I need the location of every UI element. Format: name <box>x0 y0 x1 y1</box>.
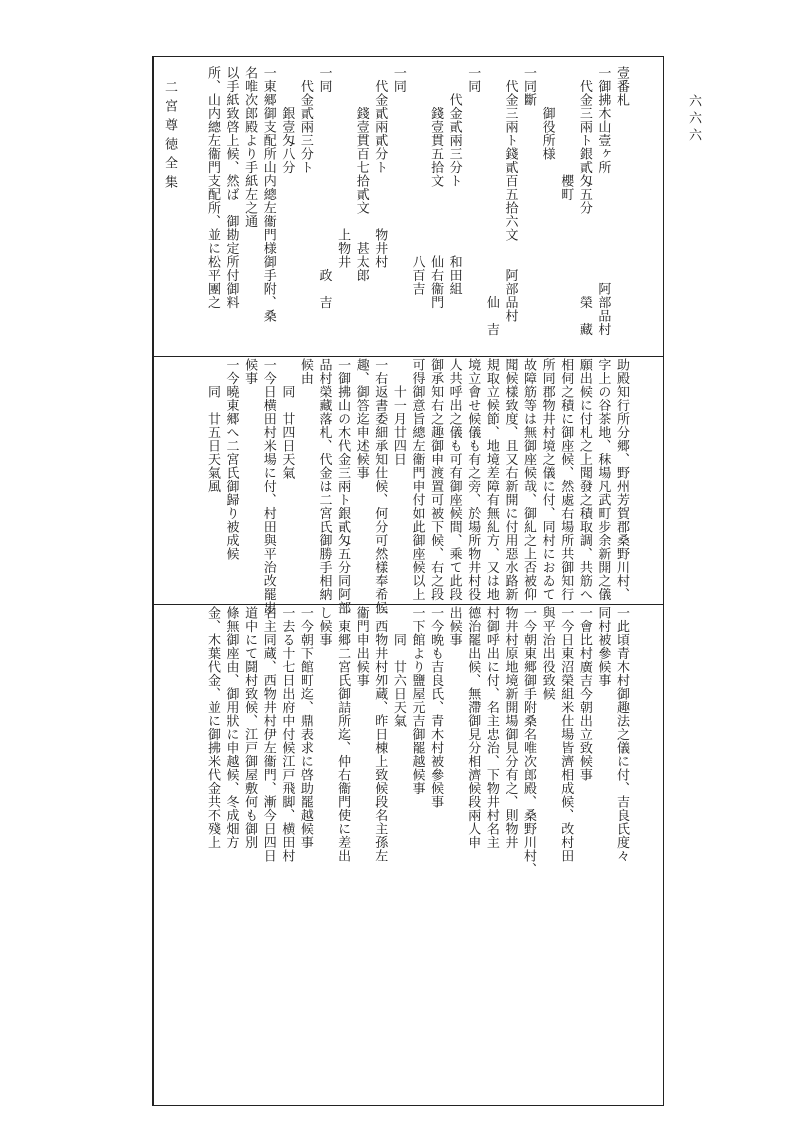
text-line: 一下館より鹽屋元吉御罷越候事 <box>409 606 425 795</box>
text-line: 一東郷二宮氏御詰所迄、仲右衞門使に差出 <box>335 606 351 863</box>
text-line: 所同郡物井村境之儀に付、同村におゐて <box>539 358 555 601</box>
text-line: 代金貳兩三分ト <box>297 66 313 174</box>
text-line: 村御呼出に付、名主忠治、下物井村名主 <box>483 606 499 849</box>
text-line: 一同 <box>465 66 481 93</box>
text-line: 銀壹匁八分 <box>279 66 295 174</box>
text-line: し候事 <box>316 606 332 647</box>
text-line: 一同 政 吉 <box>316 66 332 309</box>
section-top <box>190 66 630 356</box>
text-line: 道中にて鬪村致候、江戸御屋敷何も御別 <box>242 606 258 849</box>
text-line: 出候事 <box>446 606 462 647</box>
text-line: 御役所様 <box>539 66 555 161</box>
text-line: 上物井 <box>335 66 351 269</box>
text-line: 故障筋等は無御座候哉、御糺之上否被仰 <box>521 358 537 601</box>
page-number: 六六六 <box>686 94 701 145</box>
text-line: 品村榮藏落札、代金は二宮氏御勝手相納 <box>316 358 332 601</box>
text-line: 一今晩も吉良氏、青木村被參候事 <box>428 606 444 809</box>
text-line: 一去る十七日出府中付候江戸飛脚、横田村 <box>279 606 295 863</box>
text-line: 壹番札 <box>614 66 629 107</box>
text-line: 名唯次郎殿より手紙左之通 <box>242 66 258 228</box>
text-line: 同村被參候事 <box>595 606 611 687</box>
text-line: 條無御座由、御用狀に申越候、冬成畑方 <box>223 606 239 849</box>
section-bottom <box>160 606 630 876</box>
text-line: 錢壹貫五拾文 仙右衞門 <box>428 66 444 309</box>
text-line: 德治罷出候、無滯御見分相濟候段兩人申 <box>465 606 481 849</box>
text-line: 金、木葉代金、並に御拂米代金共不殘上 <box>204 606 220 849</box>
text-line: 規取立候節、地境差障有無糺方、又は地 <box>483 358 499 601</box>
text-line: 一同斷 <box>521 66 537 107</box>
text-line: 一會比村廣吉今朝出立致候事 <box>576 606 592 782</box>
text-line: 一今日東沼榮組米仕場皆濟相成候、改村田 <box>558 606 574 863</box>
text-line: 一今朝下館町迄、鼎表求に啓助罷越候事 <box>297 606 313 849</box>
text-line: 與平治出役致候 <box>539 606 555 701</box>
text-line: 同 廿五日天氣風 <box>204 358 220 493</box>
text-line: 候由 <box>297 358 313 385</box>
text-line: 代金三兩ト錢貳百五拾六文 阿部品村 <box>502 66 518 323</box>
text-line: 一今日横田村米場に付、村田與平治改罷出 <box>260 358 276 615</box>
text-line: 一東郷御支配所山内總左衞門様御手附、桑 <box>260 66 276 323</box>
running-head: 二宮尊徳全集 <box>162 80 177 194</box>
text-line: 趣、御答迄申述候事 <box>353 358 369 480</box>
section-middle <box>160 358 630 615</box>
text-line: 願出候に付札之上聞發之積取調、共筋へ <box>576 358 592 601</box>
text-line: 一右返書委細承知仕候、何分可然樣奉希候 <box>372 358 388 615</box>
text-line: 以手紙致啓上候、然ば 御勘定所付御料 <box>223 66 239 309</box>
text-line: 字上の谷茶地、秣場凡武町步余新開之儀 <box>595 358 611 601</box>
text-line: 十一月廿四日 <box>390 358 406 466</box>
text-line: 所、山内總左衞門支配所、並に松平團之 <box>204 66 220 309</box>
text-line: 同 廿四日天氣 <box>279 358 295 480</box>
text-line: 一御拂山の木代金三兩ト銀貳匁五分同阿部 <box>335 358 351 615</box>
text-line: 代金貳兩三分ト 和田組 <box>446 66 462 296</box>
text-line: 人共呼出之儀も可有御座候間、乘て此段 <box>446 358 462 601</box>
text-line: 候事 <box>242 358 258 385</box>
text-line: 代金三兩ト銀貳匁五分 榮 藏 <box>576 66 592 336</box>
text-line: 錢壹貫百七拾貳文 甚太郎 <box>353 66 369 282</box>
text-line: 可得御意旨總左衞門申付如此御座候以上 <box>409 358 425 601</box>
text-line: 一御拂木山壹ヶ所 阿部品村 <box>595 66 611 336</box>
header-rule <box>152 56 154 1106</box>
text-line: 代金貳兩貳分ト 物井村 <box>372 66 388 269</box>
text-line: 一同 <box>390 66 406 93</box>
text-line: 名主同蔵、西物井村伊左衞門、漸今日四日 <box>260 606 276 863</box>
text-line: 相伺之積に御座候、然處右場所共御知行 <box>558 358 574 601</box>
text-line: 御承知右之趣御申渡置可被下候、右之段 <box>428 358 444 601</box>
text-line: 聞候樣致度、且又右新開に付用惡水路新 <box>502 358 518 601</box>
text-line: 衞門申出候事 <box>353 606 369 687</box>
text-line: 助殿知行所分郷、野州芳賀郡桑野川村、 <box>614 358 629 601</box>
text-line: 仙 吉 <box>483 66 499 336</box>
text-line: 同 廿六日天氣 <box>390 606 406 728</box>
text-line: 八百吉 <box>409 66 425 296</box>
divider-top <box>152 356 664 357</box>
text-line: 一此頃青木村御趣法之儀に付、吉良氏度々 <box>614 606 629 863</box>
text-line: 櫻町 <box>558 66 574 201</box>
text-line: 物井村原地境新開場御見分有之、則物井 <box>502 606 518 849</box>
text-line: 一今朝東郷御手附桑名唯次郎殿、桑野川村、 <box>521 606 537 876</box>
text-line: 一西物井村夘蔵、昨日棟上致候段名主孫左 <box>372 606 388 863</box>
text-line: 一今曉東郷へ二宮氏御歸り被成候 <box>223 358 239 561</box>
text-line: 境立會せ候儀も有之旁、於場所物井村役 <box>465 358 481 601</box>
